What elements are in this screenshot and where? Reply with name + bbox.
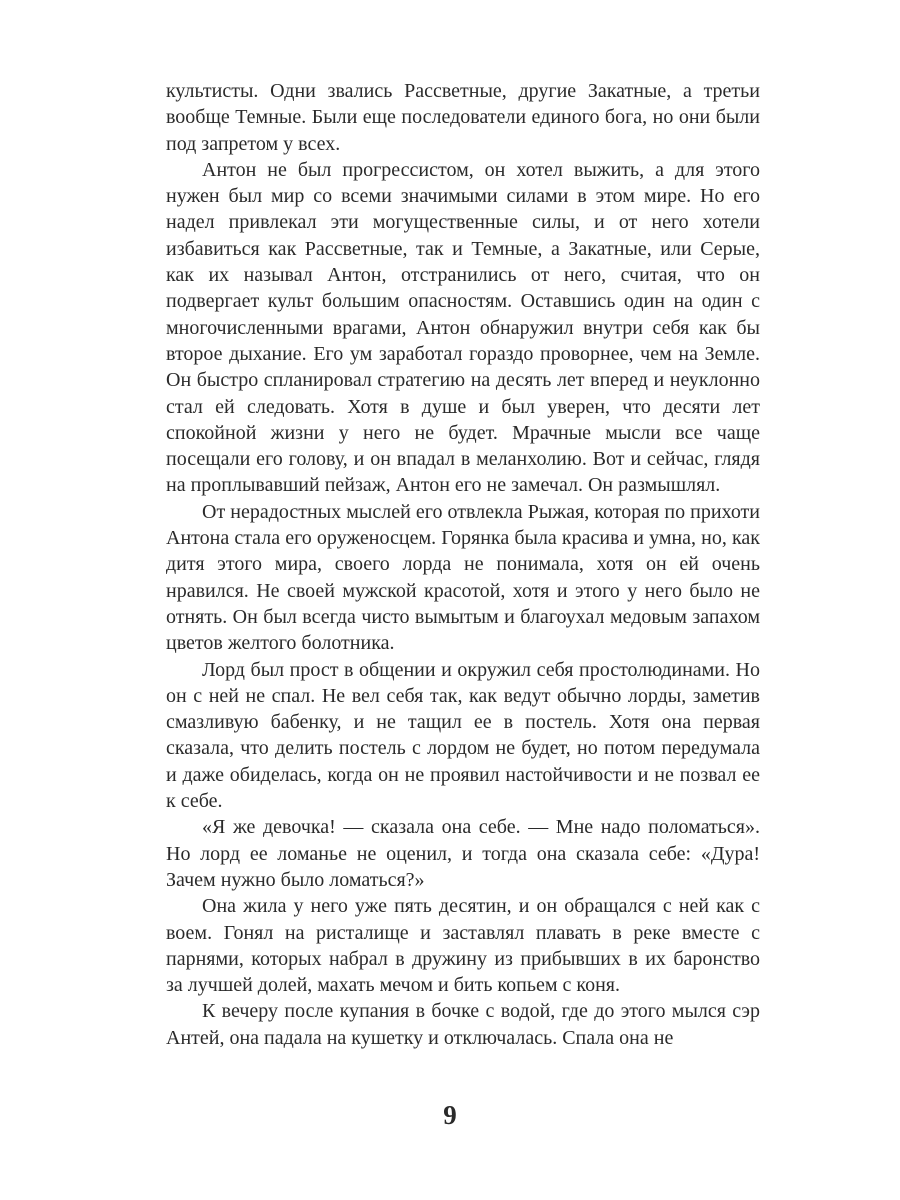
paragraph-2: Антон не был прогрессистом, он хотел выжить, а для этого нужен был мир со всеми значимыми силами в этом мире. Но его надел привлекал эти могущественные силы, и от него хотели избавиться как Рассветные, так и Темные, а Закатные, или Серые, как их называл Антон, отстранились от него, считая, что он подвергает культ большим опасностям. Оставшись один на один с многочисленными врагами, Антон обнаружил внутри себя как бы второе дыхание. Его ум заработал гораздо проворнее, чем на Земле. Он быстро спланировал стратегию на десять лет вперед и неуклонно стал ей следовать. Хотя в душе и был уверен, что десяти лет спокойной жизни у него не будет. Мрачные мысли все чаще посещали его голову, и он впадал в меланхолию. Вот и сейчас, глядя на проплывавший пейзаж, Антон его не замечал. Он размышлял.: [166, 158, 760, 497]
paragraph-3: От нерадостных мыслей его отвлекла Рыжая, которая по прихоти Антона стала его оруженосцем. Горянка была красива и умна, но, как дитя этого мира, своего лорда не понимала, хотя он ей очень нравился. Не своей мужской красотой, хотя и этого у него было не отнять. Он был всегда чисто вымытым и благоухал медовым запахом цветов желтого болотника.: [166, 500, 760, 655]
paragraph-6: Она жила у него уже пять десятин, и он обращался с ней как с воем. Гонял на ристалище и заставлял плавать в реке вместе с парнями, которых набрал в дружину из прибывших в их баронство за лучшей долей, махать мечом и бить копьем с коня.: [166, 895, 760, 997]
page-number: 9: [443, 1100, 457, 1130]
paragraph-1: культисты. Одни звались Рассветные, другие Закатные, а третьи вообще Темные. Были еще последователи единого бога, но они были под запретом у всех.: [166, 80, 760, 155]
paragraph-4: Лорд был прост в общении и окружил себя простолюдинами. Но он с ней не спал. Не вел себя так, как ведут обычно лорды, заметив смазливую бабенку, и не тащил ее в постель. Хотя она первая сказала, что делить постель с лордом не будет, но потом передумала и даже обиделась, когда он не проявил настойчивости и не позвал ее к себе.: [166, 658, 760, 813]
paragraph-7: К вечеру после купания в бочке с водой, где до этого мылся сэр Антей, она падала на кушетку и отключалась. Спала она не: [166, 1000, 760, 1049]
paragraph-5: «Я же девочка! — сказала она себе. — Мне надо поломаться». Но лорд ее ломанье не оценил, и тогда она сказала себе: «Дура! Зачем нужно было ломаться?»: [166, 816, 760, 891]
body-text: [166, 78, 760, 1051]
